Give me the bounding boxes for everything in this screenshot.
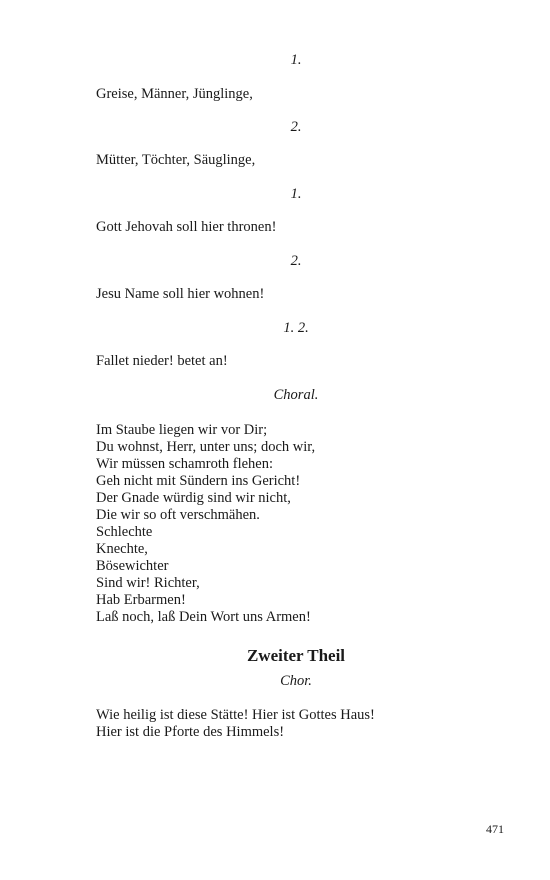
poem-line: Du wohnst, Herr, unter uns; doch wir, bbox=[96, 439, 316, 455]
poem-line: Die wir so oft verschmähen. bbox=[96, 507, 260, 523]
poem-line: Knechte, bbox=[96, 541, 148, 557]
verse-line-3: Gott Jehovah soll hier thronen! bbox=[96, 219, 277, 235]
verse-line-4: Jesu Name soll hier wohnen! bbox=[96, 286, 265, 302]
poem-line: Bösewichter bbox=[96, 558, 169, 574]
chor-text bbox=[96, 707, 375, 741]
voice-cue-2: 2. bbox=[290, 119, 302, 135]
voice-cue-3: 1. bbox=[290, 186, 302, 202]
poem-line: Geh nicht mit Sündern ins Gericht! bbox=[96, 473, 301, 489]
poem-line: Hab Erbarmen! bbox=[96, 592, 186, 608]
section-heading: Zweiter Theil bbox=[246, 646, 346, 665]
poem-line: Schlechte bbox=[96, 524, 153, 540]
voice-cue-1: 1. bbox=[290, 52, 302, 68]
poem-line: Wir müssen schamroth flehen: bbox=[96, 456, 273, 472]
poem-line: Wie heilig ist diese Stätte! Hier ist Gottes Haus! bbox=[96, 707, 375, 723]
poem-line: Hier ist die Pforte des Himmels! bbox=[96, 724, 285, 740]
voice-cue-4: 2. bbox=[290, 253, 302, 269]
choral-text bbox=[96, 422, 315, 626]
page-number: 471 bbox=[486, 822, 504, 836]
poem-line: Sind wir! Richter, bbox=[96, 575, 200, 591]
chor-cue: Chor. bbox=[280, 673, 312, 689]
poem-line: Im Staube liegen wir vor Dir; bbox=[96, 422, 268, 438]
poem-line: Laß noch, laß Dein Wort uns Armen! bbox=[96, 609, 311, 625]
voice-cue-5: 1. 2. bbox=[283, 320, 309, 336]
choral-cue: Choral. bbox=[273, 387, 319, 403]
poem-line: Der Gnade würdig sind wir nicht, bbox=[96, 490, 291, 506]
verse-line-2: Mütter, Töchter, Säuglinge, bbox=[96, 152, 256, 168]
verse-line-5: Fallet nieder! betet an! bbox=[96, 353, 228, 369]
verse-line-1: Greise, Männer, Jünglinge, bbox=[96, 86, 253, 102]
